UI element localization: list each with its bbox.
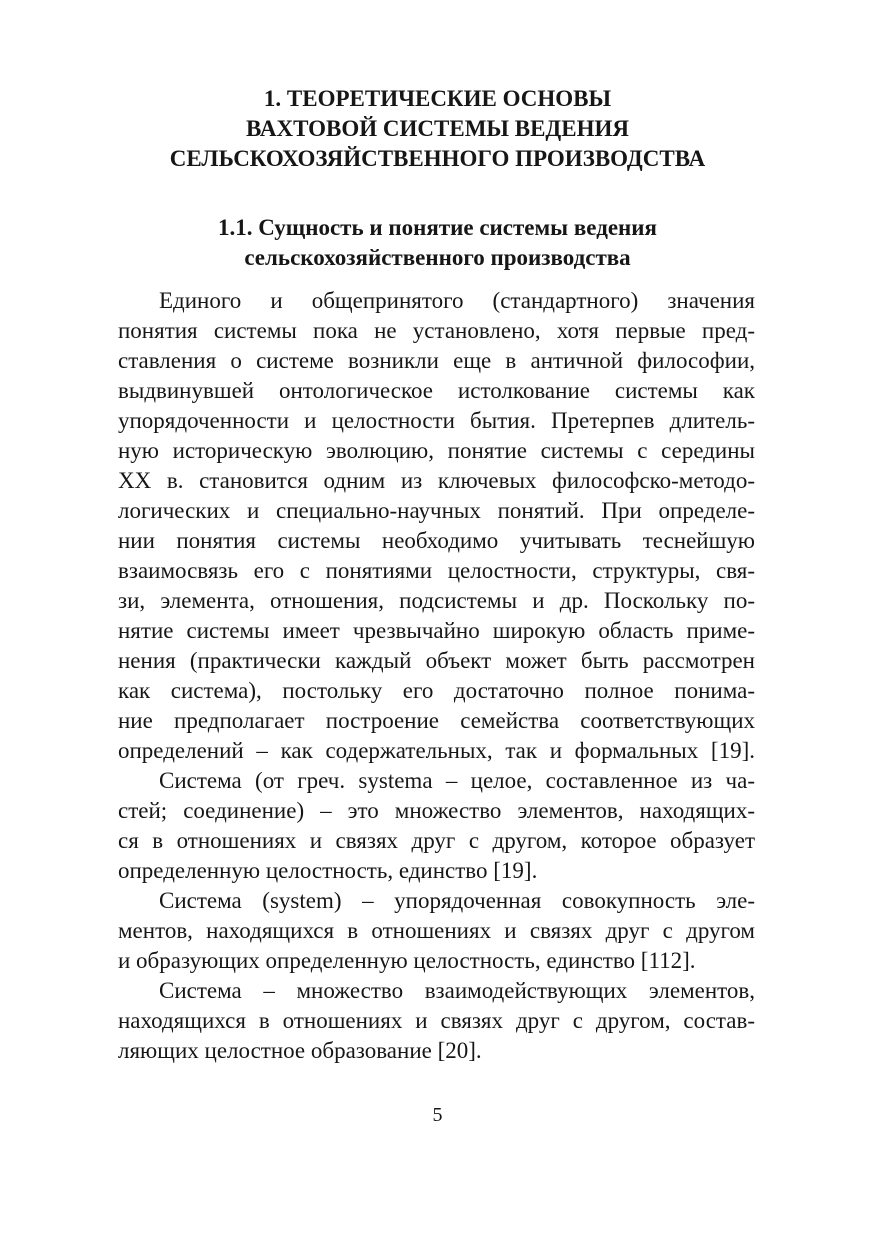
text-line: определений – как содержательных, так и формальных [19]. <box>118 738 755 763</box>
section-title-line: сельскохозяйственного производства <box>244 245 631 270</box>
text-line: нии понятия системы необходимо учитывать теснейшую <box>118 528 755 553</box>
text-line: и образующих определенную целостность, единство [112]. <box>118 948 696 973</box>
page-number: 5 <box>432 1104 443 1126</box>
text-line: логических и специально-научных понятий. При определе- <box>118 498 755 523</box>
text-line: ставления о системе возникли еще в античной философии, <box>118 348 755 373</box>
text-line: Система (от греч. systema – целое, составленное из ча- <box>159 768 755 793</box>
text-line: находящихся в отношениях и связях друг с другом, состав- <box>118 1008 755 1033</box>
text-line: ся в отношениях и связях друг с другом, которое образует <box>118 828 755 853</box>
chapter-title-line: ВАХТОВОЙ СИСТЕМЫ ВЕДЕНИЯ <box>246 116 629 141</box>
text-line: ментов, находящихся в отношениях и связях друг с другом <box>118 918 755 943</box>
chapter-title-line: СЕЛЬСКОХОЗЯЙСТВЕННОГО ПРОИЗВОДСТВА <box>169 146 706 171</box>
text-line: понятия системы пока не установлено, хотя первые пред- <box>118 318 755 343</box>
section-title-line: 1.1. Сущность и понятие системы ведения <box>218 215 657 240</box>
text-line: упорядоченности и целостности бытия. Претерпев длитель- <box>118 408 755 433</box>
text-line: ляющих целостное образование [20]. <box>118 1038 482 1063</box>
text-line: стей; соединение) – это множество элементов, находящих- <box>118 798 755 823</box>
text-line: нятие системы имеет чрезвычайно широкую область приме- <box>118 618 755 643</box>
text-line: зи, элемента, отношения, подсистемы и др. Поскольку по- <box>118 588 755 613</box>
text-line: выдвинувшей онтологическое истолкование системы как <box>118 378 755 403</box>
text-line: Система (system) – упорядоченная совокупность эле- <box>159 888 755 913</box>
text-line: Система – множество взаимодействующих элементов, <box>159 978 755 1003</box>
text-line: взаимосвязь его с понятиями целостности, структуры, свя- <box>118 558 755 583</box>
text-line: ную историческую эволюцию, понятие системы с середины <box>118 438 755 463</box>
text-line: Единого и общепринятого (стандартного) значения <box>159 288 755 313</box>
chapter-title-line: 1. ТЕОРЕТИЧЕСКИЕ ОСНОВЫ <box>263 86 612 111</box>
text-line: нения (практически каждый объект может быть рассмотрен <box>118 648 755 673</box>
text-line: определенную целостность, единство [19]. <box>118 858 538 883</box>
text-line: XX в. становится одним из ключевых философско-методо- <box>118 468 755 493</box>
text-line: ние предполагает построение семейства соответствующих <box>118 708 755 733</box>
text-line: как система), постольку его достаточно полное понима- <box>118 678 755 703</box>
